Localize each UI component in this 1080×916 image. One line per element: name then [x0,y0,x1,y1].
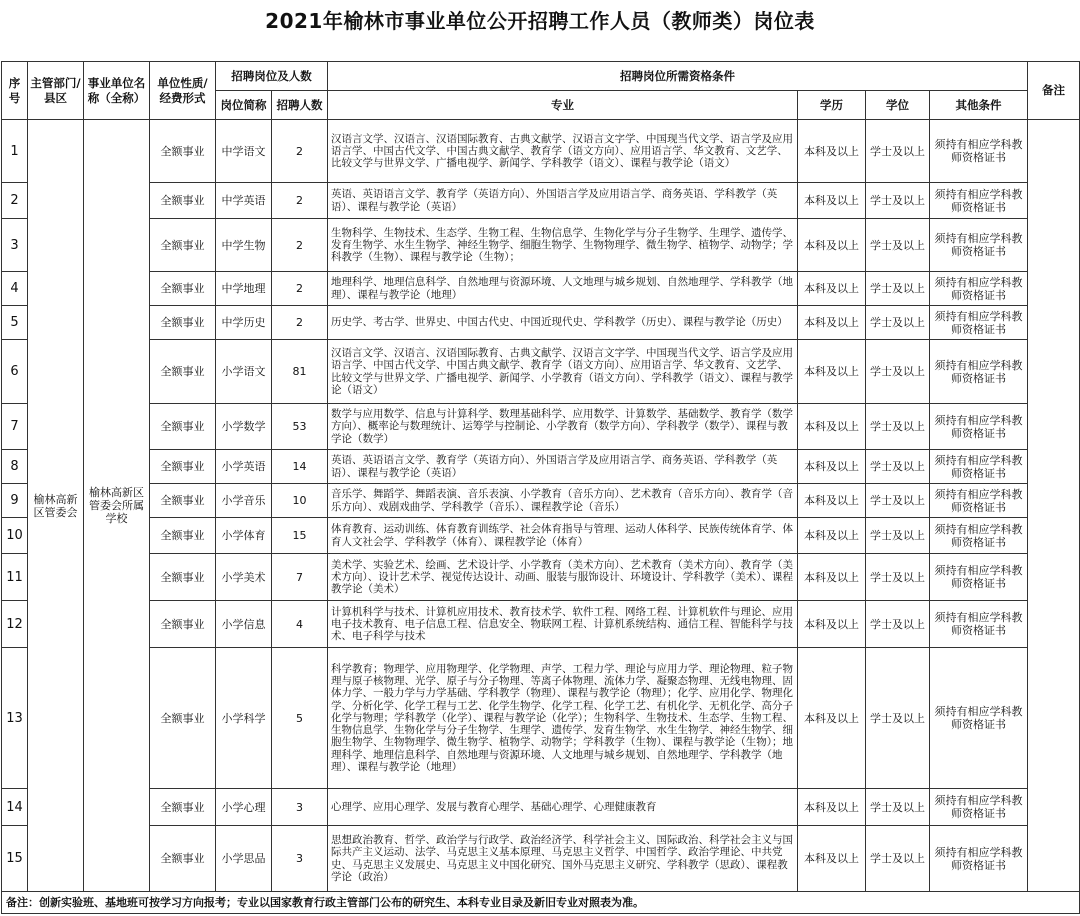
nature-cell: 全额事业 [150,601,216,648]
other-cell: 须持有相应学科教师资格证书 [930,484,1028,518]
post-count-cell: 15 [272,518,328,554]
other-cell: 须持有相应学科教师资格证书 [930,601,1028,648]
nature-cell: 全额事业 [150,518,216,554]
header-other: 其他条件 [930,91,1028,120]
education-cell: 本科及以上 [798,219,866,272]
header-nature: 单位性质/经费形式 [150,62,216,120]
major-cell: 科学教育；物理学、应用物理学、化学物理、声学、工程力学、理论与应用力学、理论物理、粒子物理与原子核物理、光学、原子与分子物理、等离子体物理、流体力学、凝聚态物理、无线电物理、固体力学、一般力学与力学基础、学科教学（物理）、课程与教学论（物理）；化学、应用化学、物理化学、分析化学、化学工程与工艺、化学生物学、化学工程、化学工艺、有机化学、无机化学、高分子化学与物理；学科教学（化学）、课程与教学论（化学）；生物科学、生物技术、生态学、生物工程、生物信息学、生物化学与分子生物学、生理学、遗传学、发育生物学、水生生物学、神经生物学、细胞生物学、生物物理学、微生物学、植物学、动物学；学科教学（生物）、课程与教学论（生物）；地理科学、地理信息科学、自然地理与资源环境、人文地理与城乡规划、自然地理学、学科教学（地理）、课程与教学论（地理） [328,648,798,789]
education-cell: 本科及以上 [798,404,866,450]
nature-cell: 全额事业 [150,183,216,219]
education-cell: 本科及以上 [798,789,866,826]
degree-cell: 学士及以上 [866,306,930,340]
education-cell: 本科及以上 [798,340,866,404]
degree-cell: 学士及以上 [866,404,930,450]
header-post-name: 岗位简称 [216,91,272,120]
seq-cell: 3 [2,219,28,272]
post-name-cell: 小学心理 [216,789,272,826]
post-count-cell: 7 [272,554,328,601]
post-count-cell: 2 [272,219,328,272]
education-cell: 本科及以上 [798,826,866,892]
table-row [2,648,1080,789]
post-name-cell: 中学地理 [216,272,272,306]
degree-cell: 学士及以上 [866,518,930,554]
header-row-1 [2,62,1080,91]
table-row [2,306,1080,340]
post-count-cell: 3 [272,826,328,892]
seq-cell: 14 [2,789,28,826]
header-dept: 主管部门/县区 [28,62,84,120]
header-remark: 备注 [1028,62,1080,120]
header-unit: 事业单位名称（全称） [84,62,150,120]
degree-cell: 学士及以上 [866,120,930,183]
nature-cell: 全额事业 [150,306,216,340]
major-cell: 思想政治教育、哲学、政治学与行政学、政治经济学、科学社会主义、国际政治、科学社会主义与国际共产主义运动、法学、马克思主义基本原理、马克思主义哲学、中国哲学、政治学理论、中共党史、马克思主义发展史、马克思主义中国化研究、国外马克思主义研究、学科教学（思政）、课程教学论（政治） [328,826,798,892]
post-name-cell: 小学数学 [216,404,272,450]
major-cell: 数学与应用数学、信息与计算科学、数理基础科学、应用数学、计算数学、基础数学、教育学（数学方向）、概率论与数理统计、运筹学与控制论、小学教育（数学方向）、学科教学（数学）、课程与教学论（数学） [328,404,798,450]
major-cell: 汉语言文学、汉语言、汉语国际教育、古典文献学、汉语言文字学、中国现当代文学、语言学及应用语言学、中国古代文学、中国古典文献学、教育学（语文方向）、应用语言学、华文教育、文艺学、比较文学与世界文学、广播电视学、新闻学、学科教学（语文）、课程与教学论（语文） [328,120,798,183]
post-name-cell: 小学信息 [216,601,272,648]
post-name-cell: 小学音乐 [216,484,272,518]
nature-cell: 全额事业 [150,120,216,183]
post-count-cell: 2 [272,306,328,340]
other-cell: 须持有相应学科教师资格证书 [930,648,1028,789]
header-degree: 学位 [866,91,930,120]
seq-cell: 2 [2,183,28,219]
post-name-cell: 中学语文 [216,120,272,183]
degree-cell: 学士及以上 [866,340,930,404]
post-count-cell: 10 [272,484,328,518]
other-cell: 须持有相应学科教师资格证书 [930,120,1028,183]
degree-cell: 学士及以上 [866,554,930,601]
major-cell: 美术学、实验艺术、绘画、艺术设计学、小学教育（美术方向）、艺术教育（美术方向）、教育学（美术方向）、设计艺术学、视觉传达设计、动画、服装与服饰设计、环境设计、学科教学（美术）、课程教学论（美术） [328,554,798,601]
positions-table [1,55,1080,914]
degree-cell: 学士及以上 [866,648,930,789]
post-count-cell: 14 [272,450,328,484]
education-cell: 本科及以上 [798,120,866,183]
post-name-cell: 小学科学 [216,648,272,789]
degree-cell: 学士及以上 [866,484,930,518]
post-count-cell: 5 [272,648,328,789]
post-count-cell: 2 [272,272,328,306]
header-seq: 序号 [2,62,28,120]
education-cell: 本科及以上 [798,554,866,601]
page-title: 2021年榆林市事业单位公开招聘工作人员（教师类）岗位表 [265,9,815,33]
degree-cell: 学士及以上 [866,450,930,484]
post-count-cell: 3 [272,789,328,826]
education-cell: 本科及以上 [798,601,866,648]
education-cell: 本科及以上 [798,450,866,484]
major-cell: 英语、英语语言文学、教育学（英语方向）、外国语言学及应用语言学、商务英语、学科教学（英语）、课程与教学论（英语） [328,183,798,219]
seq-cell: 7 [2,404,28,450]
other-cell: 须持有相应学科教师资格证书 [930,306,1028,340]
other-cell: 须持有相应学科教师资格证书 [930,826,1028,892]
education-cell: 本科及以上 [798,272,866,306]
other-cell: 须持有相应学科教师资格证书 [930,404,1028,450]
major-cell: 汉语言文学、汉语言、汉语国际教育、古典文献学、汉语言文字学、中国现当代文学、语言学及应用语言学、中国古代文学、中国古典文献学、教育学（语文方向）、应用语言学、华文教育、文艺学、比较文学与世界文学、广播电视学、新闻学、小学教育（语文方向）、学科教学（语文）、课程与教学论（语文） [328,340,798,404]
other-cell: 须持有相应学科教师资格证书 [930,554,1028,601]
education-cell: 本科及以上 [798,183,866,219]
nature-cell: 全额事业 [150,789,216,826]
nature-cell: 全额事业 [150,340,216,404]
header-post-count: 招聘人数 [272,91,328,120]
major-cell: 音乐学、舞蹈学、舞蹈表演、音乐表演、小学教育（音乐方向）、艺术教育（音乐方向）、教育学（音乐方向）、戏剧戏曲学、学科教学（音乐）、课程教学论（音乐） [328,484,798,518]
header-major: 专业 [328,91,798,120]
table-row [2,450,1080,484]
education-cell: 本科及以上 [798,484,866,518]
post-count-cell: 4 [272,601,328,648]
post-name-cell: 小学体育 [216,518,272,554]
table-row [2,183,1080,219]
post-name-cell: 小学美术 [216,554,272,601]
major-cell: 生物科学、生物技术、生态学、生物工程、生物信息学、生物化学与分子生物学、生理学、遗传学、发育生物学、水生生物学、神经生物学、细胞生物学、生物物理学、微生物学、植物学、动物学；学科教学（生物）、课程与教学论（生物）； [328,219,798,272]
table-row [2,340,1080,404]
table-row [2,484,1080,518]
seq-cell: 4 [2,272,28,306]
seq-cell: 9 [2,484,28,518]
degree-cell: 学士及以上 [866,219,930,272]
major-cell: 历史学、考古学、世界史、中国古代史、中国近现代史、学科教学（历史）、课程与教学论（历史） [328,306,798,340]
other-cell: 须持有相应学科教师资格证书 [930,450,1028,484]
nature-cell: 全额事业 [150,648,216,789]
footnote-row [2,892,1080,914]
nature-cell: 全额事业 [150,826,216,892]
degree-cell: 学士及以上 [866,789,930,826]
header-post-group: 招聘岗位及人数 [216,62,328,91]
other-cell: 须持有相应学科教师资格证书 [930,789,1028,826]
degree-cell: 学士及以上 [866,826,930,892]
post-name-cell: 小学语文 [216,340,272,404]
seq-cell: 8 [2,450,28,484]
major-cell: 体育教育、运动训练、体育教育训练学、社会体育指导与管理、运动人体科学、民族传统体育学、体育人文社会学、学科教学（体育）、课程教学论（体育） [328,518,798,554]
seq-cell: 6 [2,340,28,404]
nature-cell: 全额事业 [150,484,216,518]
table-row [2,272,1080,306]
major-cell: 计算机科学与技术、计算机应用技术、教育技术学、软件工程、网络工程、计算机软件与理论、应用电子技术教育、电子信息工程、信息安全、物联网工程、计算机系统结构、通信工程、智能科学与技术、电子科学与技术 [328,601,798,648]
unit-cell: 榆林高新区管委会所属学校 [84,120,150,892]
seq-cell: 1 [2,120,28,183]
table-row [2,789,1080,826]
seq-cell: 5 [2,306,28,340]
post-name-cell: 中学历史 [216,306,272,340]
table-row [2,554,1080,601]
seq-cell: 10 [2,518,28,554]
education-cell: 本科及以上 [798,648,866,789]
footnote: 备注：创新实验班、基地班可按学习方向报考；专业以国家教育行政主管部门公布的研究生、本科专业目录及新旧专业对照表为准。 [2,892,1080,914]
remark-cell [1028,120,1080,892]
other-cell: 须持有相应学科教师资格证书 [930,340,1028,404]
seq-cell: 12 [2,601,28,648]
other-cell: 须持有相应学科教师资格证书 [930,183,1028,219]
table-row [2,518,1080,554]
degree-cell: 学士及以上 [866,272,930,306]
seq-cell: 13 [2,648,28,789]
nature-cell: 全额事业 [150,219,216,272]
post-name-cell: 小学思品 [216,826,272,892]
nature-cell: 全额事业 [150,450,216,484]
seq-cell: 15 [2,826,28,892]
post-count-cell: 2 [272,183,328,219]
post-count-cell: 2 [272,120,328,183]
post-name-cell: 小学英语 [216,450,272,484]
major-cell: 英语、英语语言文学、教育学（英语方向）、外国语言学及应用语言学、商务英语、学科教学（英语）、课程与教学论（英语） [328,450,798,484]
degree-cell: 学士及以上 [866,601,930,648]
degree-cell: 学士及以上 [866,183,930,219]
table-row [2,120,1080,183]
post-name-cell: 中学英语 [216,183,272,219]
table-row [2,826,1080,892]
education-cell: 本科及以上 [798,518,866,554]
header-education: 学历 [798,91,866,120]
nature-cell: 全额事业 [150,554,216,601]
header-req-group: 招聘岗位所需资格条件 [328,62,1028,91]
major-cell: 地理科学、地理信息科学、自然地理与资源环境、人文地理与城乡规划、自然地理学、学科教学（地理）、课程与教学论（地理） [328,272,798,306]
dept-cell: 榆林高新区管委会 [28,120,84,892]
other-cell: 须持有相应学科教师资格证书 [930,518,1028,554]
post-count-cell: 53 [272,404,328,450]
post-count-cell: 81 [272,340,328,404]
post-name-cell: 中学生物 [216,219,272,272]
seq-cell: 11 [2,554,28,601]
table-body [2,55,1080,914]
education-cell: 本科及以上 [798,306,866,340]
nature-cell: 全额事业 [150,404,216,450]
other-cell: 须持有相应学科教师资格证书 [930,272,1028,306]
major-cell: 心理学、应用心理学、发展与教育心理学、基础心理学、心理健康教育 [328,789,798,826]
nature-cell: 全额事业 [150,272,216,306]
table-row [2,404,1080,450]
table-row [2,601,1080,648]
other-cell: 须持有相应学科教师资格证书 [930,219,1028,272]
table-row [2,219,1080,272]
